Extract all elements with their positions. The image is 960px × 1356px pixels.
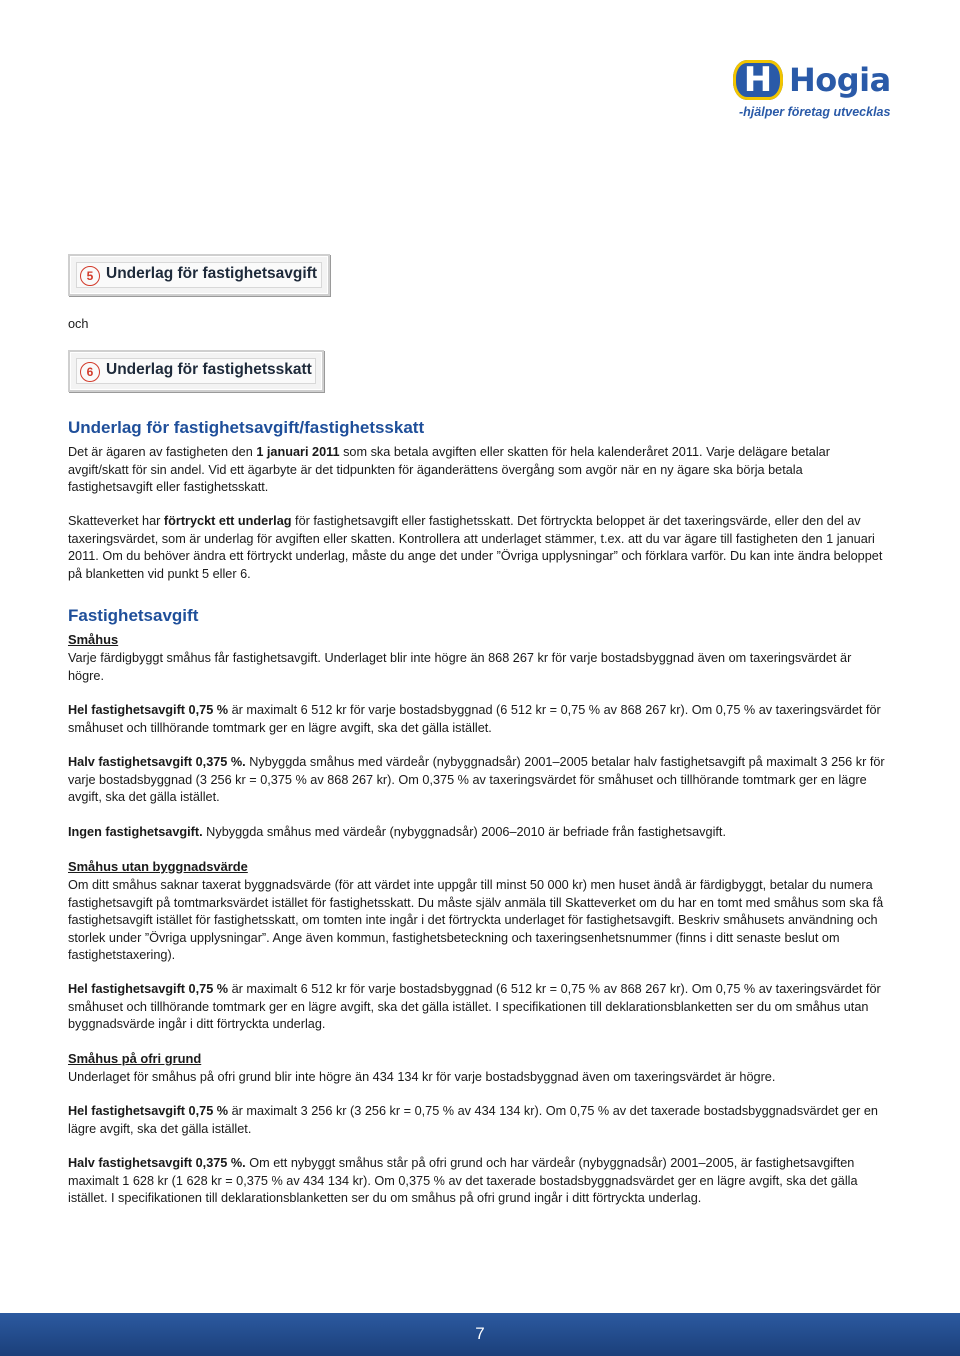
- section-heading-underlag: Underlag för fastighetsavgift/fastighetsskatt: [68, 418, 425, 437]
- paragraph-smahus-hel: Hel fastighetsavgift 0,75 % är maximalt 6 512 kr för varje bostadsbyggnad (6 512 kr = 0,75 % av 868 267 kr). Om 0,75 % av taxeringsvärdet för småhuset och tillhörande tomtmark ger en lägre avgift, ska det gälla istället.: [68, 703, 881, 735]
- paragraph-agare: Det är ägaren av fastigheten den 1 januari 2011 som ska betala avgiften eller skatten för hela kalenderåret 2011. Varje delägare betalar avgift/skatt för sin andel. Vid ett ägarbyte är det tidpunkten för äganderättens övergång som avgör när en ny ägare ska börja betala fastighetsavgift eller fastighetsskatt.: [68, 445, 830, 494]
- tab-underlag-fastighetsskatt: [68, 350, 324, 392]
- paragraph-smahus-halv: Halv fastighetsavgift 0,375 %. Nybyggda småhus med värdeår (nybyggnadsår) 2001–2005 betalar halv fastighetsavgift på maximalt 3 256 kr för varje bostadsbyggnad (3 256 kr = 0,375 % av 868 267 kr). Om 0,375 % av taxeringsvärdet för småhuset och tillhörande tomtmark ger en lägre avgift, ska det gälla istället.: [68, 755, 885, 804]
- hogia-logo: [733, 60, 903, 130]
- paragraph-smahus-intro: Varje färdigbyggt småhus får fastighetsavgift. Underlaget blir inte högre än 868 267 kr för varje bostadsbyggnad även om taxeringsvärdet är högre.: [68, 651, 852, 683]
- paragraph-smahus-ingen: Ingen fastighetsavgift. Nybyggda småhus med värdeår (nybyggnadsår) 2006–2010 är befriade från fastighetsavgift.: [68, 825, 726, 839]
- tab-5-title: Underlag för fastighetsavgift: [106, 265, 317, 282]
- paragraph-ofri-halv: Halv fastighetsavgift 0,375 %. Om ett nybyggt småhus står på ofri grund och har värdeår (nybyggnadsår) 2001–2005, är fastighetsavgiften maximalt 1 628 kr (1 628 kr = 0,375 % av 434 134 kr). Om 0,375 % av det taxerade bostadsbyggnadsvärdet ger en lägre avgift, ska det gälla istället. I specifikationen till deklarationsblanketten ser du om småhus på ofri grund ingår i ditt förtryckta underlag.: [68, 1156, 858, 1205]
- number-6-icon: 6: [80, 362, 100, 382]
- page-footer: [0, 1313, 960, 1356]
- paragraph-utan-intro: Om ditt småhus saknar taxerat byggnadsvärde (för att värdet inte uppgår till minst 50 000 kr) men huset ändå är färdigbyggt, betalar du numera fastighetsavgift på tomtmarksvärdet istället för fastighetsskatt. Du måste själv anmäla till Skatteverket om du har en tomt med småhus som ska få fastighetsavgift istället för fastighetsskatt, om tomten inte ingår i det förtryckta underlaget för fastighetsavgift. Beskriv småhusets användning och storlek under ”Övriga upplysningar”. Ange även kommun, fastighetsbeteckning och taxeringsenhetsnummer (finns i ditt senaste beslut om fastighetstaxering).: [68, 878, 884, 962]
- logo-wordmark: Hogia: [789, 61, 891, 99]
- paragraph-fortryckt: Skatteverket har förtryckt ett underlag för fastighetsavgift eller fastighetsskatt. Det förtryckta beloppet är det taxeringsvärde, eller den del av taxeringsvärdet, som är underlag för avgiften eller skatten. Kontrollera att underlaget stämmer, t.ex. att du var ägare till fastigheten den 1 januari 2011. Om du behöver ändra ett förtryckt underlag, måste du ange det under ”Övriga upplysningar” och förklara varför. Du kan inte ändra beloppet på blanketten vid punkt 5 eller 6.: [68, 514, 883, 581]
- subheading-smahus: Småhus: [68, 632, 119, 647]
- subheading-smahus-ofri-grund: Småhus på ofri grund: [68, 1051, 202, 1066]
- connector-text: och: [68, 317, 89, 331]
- paragraph-ofri-hel: Hel fastighetsavgift 0,75 % är maximalt 3 256 kr (3 256 kr = 0,75 % av 434 134 kr). Om 0,75 % av det taxerade bostadsbyggnadsvärdet ger en lägre avgift, ska det gälla istället.: [68, 1104, 878, 1136]
- subheading-smahus-utan-byggnadsvarde: Småhus utan byggnadsvärde: [68, 859, 248, 874]
- logo-tagline: -hjälper företag utvecklas: [739, 105, 891, 119]
- paragraph-ofri-intro: Underlaget för småhus på ofri grund blir inte högre än 434 134 kr för varje bostadsbyggnad även om taxeringsvärdet är högre.: [68, 1070, 776, 1084]
- tab-underlag-fastighetsavgift: [68, 254, 330, 296]
- paragraph-utan-hel: Hel fastighetsavgift 0,75 % är maximalt 6 512 kr för varje bostadsbyggnad (6 512 kr = 0,75 % av 868 267 kr). Om 0,75 % av taxeringsvärdet för småhuset och tillhörande tomtmark ger en lägre avgift, ska det gälla istället. I specifikationen till deklarationsblanketten ser du om småhus utan byggnadsvärde ingår i ditt förtryckta underlag.: [68, 982, 881, 1031]
- number-5-icon: 5: [80, 266, 100, 286]
- tab-6-title: Underlag för fastighetsskatt: [106, 361, 312, 378]
- section-heading-fastighetsavgift: Fastighetsavgift: [68, 606, 199, 625]
- page-number: 7: [475, 1324, 485, 1343]
- hogia-h-icon: H: [733, 60, 783, 100]
